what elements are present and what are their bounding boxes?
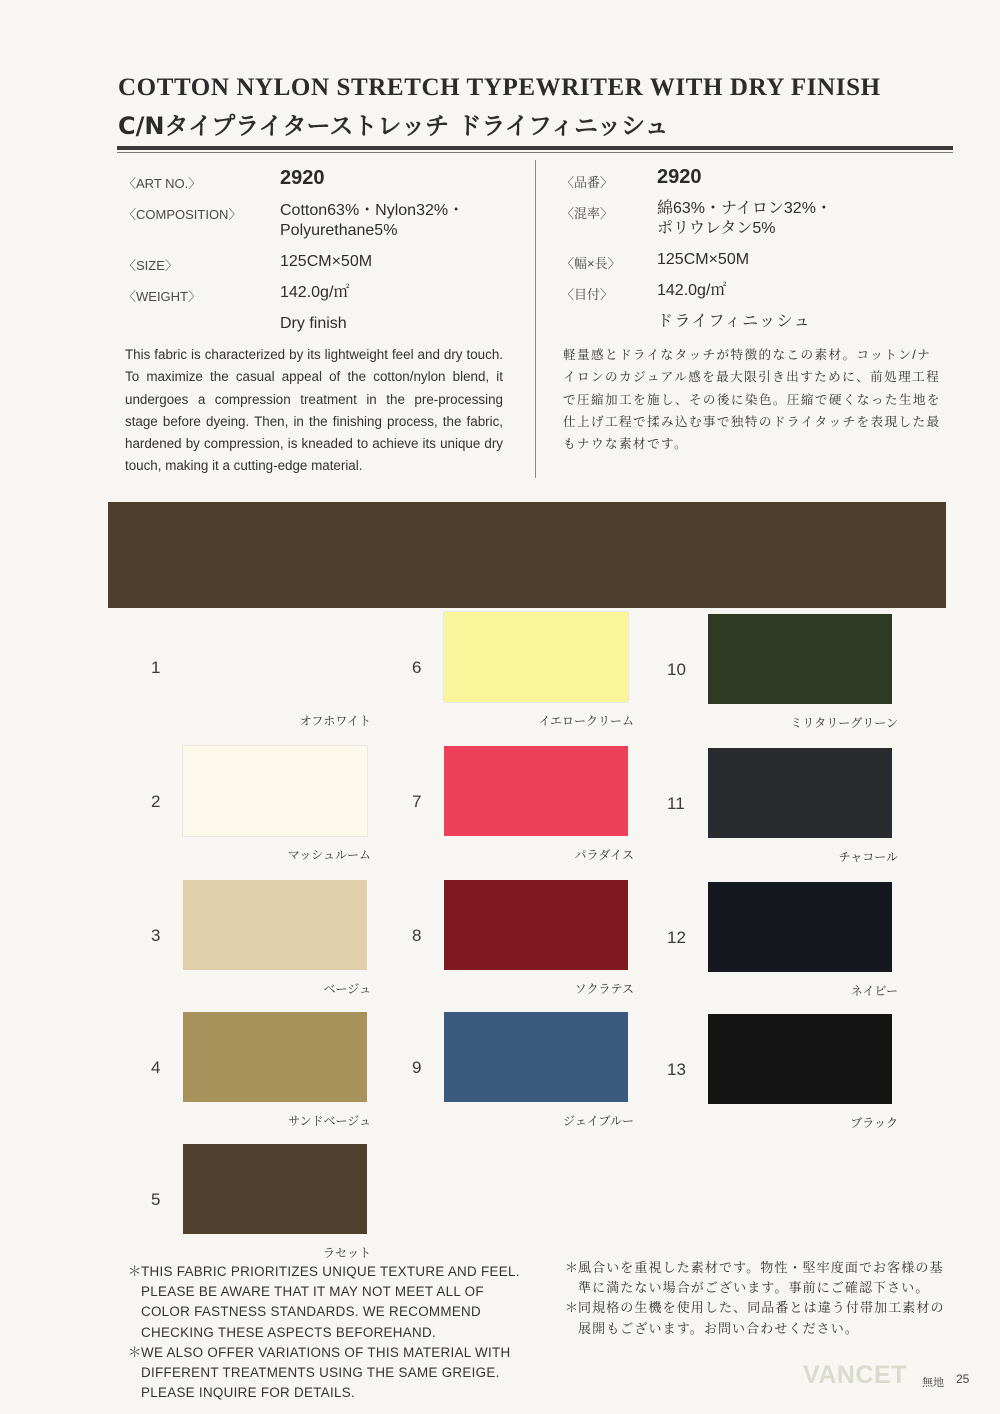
swatch-number: 10	[667, 660, 686, 679]
composition-line-1-jp: 綿63%・ナイロン32%・	[657, 200, 832, 217]
notes-japanese	[565, 1258, 955, 1339]
note-jp-2	[565, 1298, 955, 1338]
composition-label-jp: 〈混率〉	[561, 206, 614, 221]
swatch-number: 3	[151, 926, 161, 945]
size-label-jp: 〈幅×長〉	[561, 256, 621, 271]
note-marker: ＊	[565, 1260, 580, 1275]
fabric-swatch-2	[183, 746, 367, 836]
swatch-number: 12	[667, 928, 686, 947]
weight-value-jp: 142.0g/㎡	[657, 282, 727, 299]
weight-label-jp: 〈目付〉	[561, 287, 614, 302]
composition-line-1: Cotton63%・Nylon32%・	[280, 202, 465, 219]
size-value: 125CM×50M	[280, 253, 373, 270]
column-divider	[535, 160, 536, 478]
page-number: 25	[956, 1372, 970, 1386]
note-marker: ＊	[128, 1344, 142, 1360]
description-japanese: 軽量感とドライなタッチが特徴的なこの素材。コットン/ナイロンのカジュアル感を最大限引き出すために、前処理工程で圧縮加工を施し、その後に染色。圧縮で硬くなった生地を仕上げ工程で揉み込む事で独特のドライタッチを表現した最もナウな素材です。	[563, 348, 941, 452]
fabric-swatch-5	[183, 1144, 367, 1234]
swatch-color-name: ミリタリーグリーン	[790, 716, 898, 730]
swatch-number: 2	[151, 792, 161, 811]
notes-english	[128, 1262, 520, 1403]
swatch-number: 9	[412, 1058, 422, 1077]
title-japanese: C/Nタイプライターストレッチ ドライフィニッシュ	[118, 112, 669, 140]
fabric-swatch-10	[708, 614, 892, 704]
swatch-color-name: パラダイス	[574, 848, 634, 862]
swatch-color-name: ラセット	[322, 1246, 371, 1260]
note-jp-2-text: 同規格の生機を使用した、同品番とは違う付帯加工素材の展開もございます。お問い合わせください。	[578, 1300, 945, 1336]
composition-line-2: Polyurethane5%	[280, 222, 398, 239]
finish-value: Dry finish	[280, 315, 347, 332]
composition-value	[280, 201, 464, 241]
swatch-number: 6	[412, 658, 422, 677]
header-rule-thin	[117, 152, 953, 153]
swatch-color-name: オフホワイト	[299, 714, 371, 728]
swatch-color-name: チャコール	[838, 850, 898, 864]
art-no-value: 2920	[280, 167, 325, 189]
note-jp-1-text: 風合いを重視した素材です。物性・堅牢度面でお客様の基準に満たない場合がございます。事前にご確認下さい。	[578, 1260, 944, 1296]
swatch-number: 4	[151, 1058, 161, 1077]
swatch-number: 8	[412, 926, 422, 945]
title-english: COTTON NYLON STRETCH TYPEWRITER WITH DRY FINISH	[118, 74, 881, 101]
note-en-1-text: THIS FABRIC PRIORITIZES UNIQUE TEXTURE AND FEEL. PLEASE BE AWARE THAT IT MAY NOT MEET ALL OF COLOR FASTNESS STANDARDS. WE RECOMMEND CHECKING THESE ASPECTS BEFOREHAND.	[141, 1264, 520, 1340]
weight-label: 〈WEIGHT〉	[123, 289, 201, 304]
size-value-jp: 125CM×50M	[657, 251, 750, 268]
art-no-label-jp: 〈品番〉	[561, 175, 614, 190]
swatch-color-name: サンドベージュ	[288, 1114, 371, 1128]
swatch-number: 5	[151, 1190, 161, 1209]
fabric-swatch-9	[444, 1012, 628, 1102]
size-label: 〈SIZE〉	[123, 258, 178, 273]
finish-value-jp: ドライフィニッシュ	[657, 313, 812, 330]
category-label: 無地	[922, 1377, 944, 1389]
swatch-color-name: マッシュルーム	[287, 848, 371, 862]
fabric-swatch-7	[444, 746, 628, 836]
fabric-swatch-3	[183, 880, 367, 970]
note-marker: ＊	[128, 1264, 142, 1279]
composition-line-2-jp: ポリウレタン5%	[657, 220, 776, 237]
fabric-swatch-4	[183, 1012, 367, 1102]
swatch-number: 13	[667, 1060, 686, 1079]
swatch-number: 1	[151, 658, 161, 677]
composition-value-jp	[657, 199, 832, 239]
weight-value: 142.0g/㎡	[280, 284, 350, 301]
fabric-swatch-11	[708, 748, 892, 838]
swatch-color-name: ブラック	[850, 1116, 898, 1130]
note-marker: ＊	[565, 1300, 580, 1316]
art-no-value-jp: 2920	[657, 166, 702, 188]
fabric-swatch-1	[183, 612, 367, 702]
fabric-swatch-6	[444, 612, 628, 702]
note-en-2	[128, 1343, 520, 1404]
fabric-swatch-8	[444, 880, 628, 970]
art-no-label: 〈ART NO.〉	[123, 176, 202, 191]
fabric-swatch-12	[708, 882, 892, 972]
swatch-number: 11	[667, 794, 685, 813]
fabric-banner-swatch	[108, 502, 946, 608]
header-rule	[117, 146, 953, 150]
swatch-color-name: イエロークリーム	[538, 714, 634, 728]
note-en-1	[128, 1262, 520, 1343]
swatch-color-name: ベージュ	[323, 982, 371, 996]
fabric-swatch-13	[708, 1014, 892, 1104]
brand-logo: VANCET	[803, 1361, 907, 1389]
note-en-2-text: WE ALSO OFFER VARIATIONS OF THIS MATERIAL WITH DIFFERENT TREATMENTS USING THE SAME GREIGE. PLEASE INQUIRE FOR DETAILS.	[141, 1344, 511, 1401]
swatch-color-name: ジェイブルー	[563, 1114, 634, 1128]
description-english: This fabric is characterized by its lightweight feel and dry touch. To maximize the casual appeal of the cotton/nylon blend, it undergoes a compression treatment in the pre-processing stage before dyeing. Then, in the finishing process, the fabric, hardened by compression, is kneaded to achieve its unique dry touch, making it a cutting-edge material.	[125, 347, 503, 474]
note-jp-1	[565, 1258, 955, 1298]
swatch-number: 7	[412, 792, 422, 811]
swatch-color-name: ネイビー	[850, 984, 898, 998]
swatch-color-name: ソクラテス	[574, 982, 634, 996]
composition-label: 〈COMPOSITION〉	[123, 207, 242, 222]
